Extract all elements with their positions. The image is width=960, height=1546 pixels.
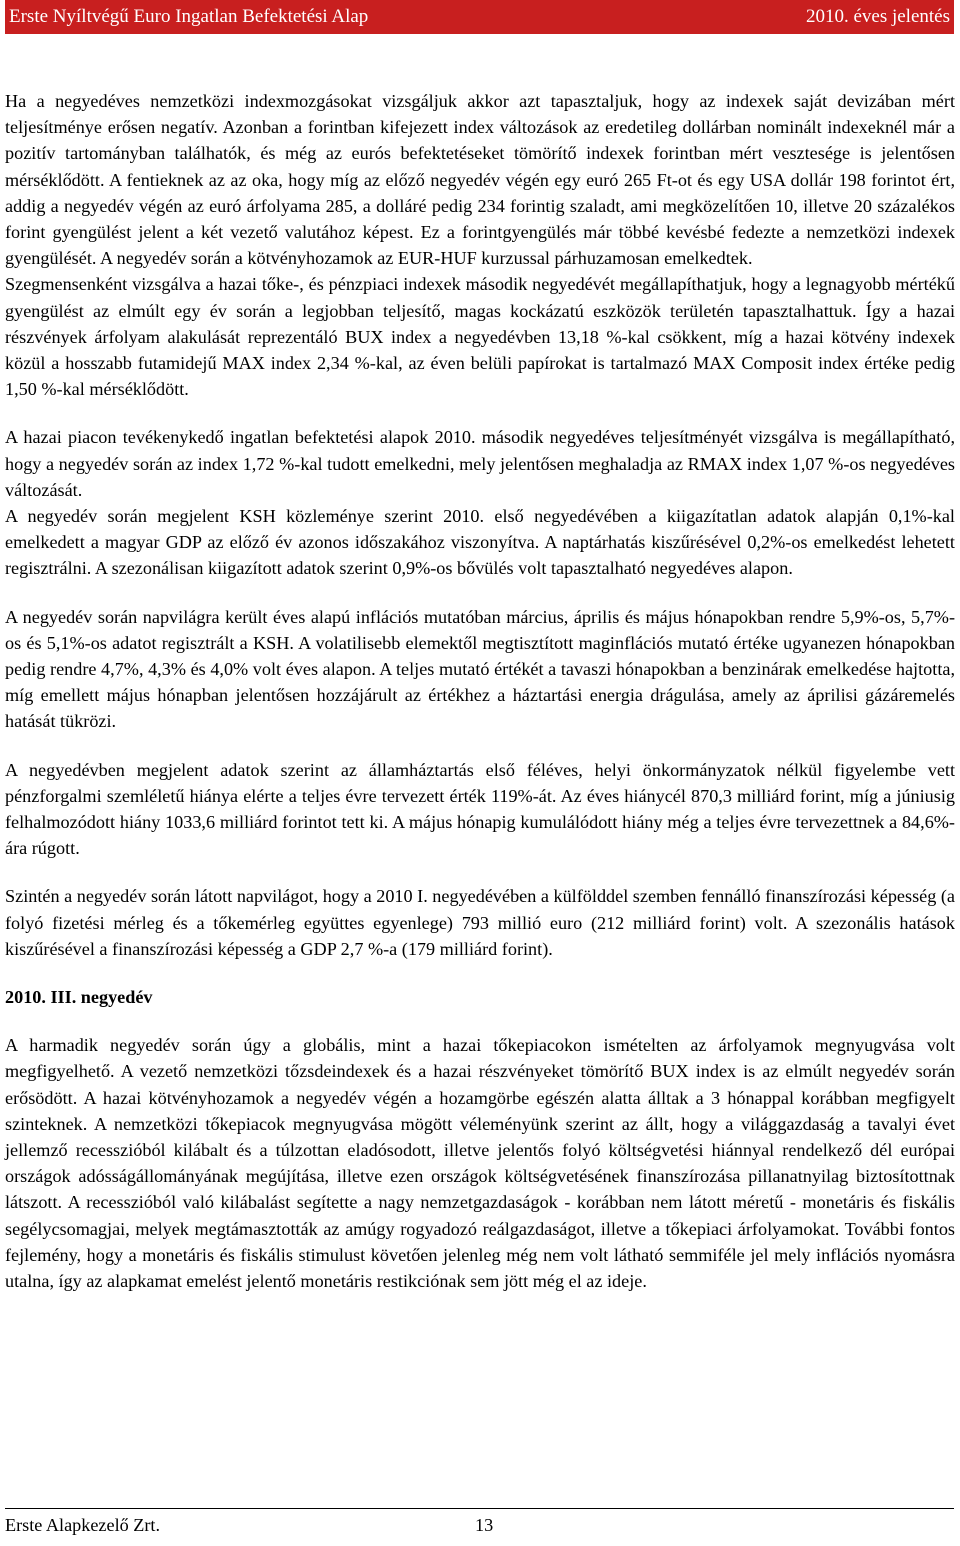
paragraph-segments: Szegmensenként vizsgálva a hazai tőke-, és pénzpiaci indexek második negyedévét megállapíthatjuk, hogy a legnagyobb mértékű gyengülést az elmúlt egy év során a legjobban teljesítő, magas kockázatú eszközök területén tapasztalhattuk. Így a hazai részvények árfolyam alakulását reprezentáló BUX index a negyedévben 13,18 %-kal csökkent, míg a hazai kötvény indexek közül a hosszabb futamidejű MAX index 2,34 %-kal, az éven belüli papírokat is tartalmazó MAX Composit index értéke pedig 1,50 %-kal mérséklődött. bbox=[5, 274, 955, 400]
paragraph-q3-overview: A harmadik negyedév során úgy a globális, mint a hazai tőkepiacokon ismételten az árfolyamok megnyugvása volt megfigyelhető. A vezető nemzetközi tőzsdeindexek és a hazai részvényeket tömörítő BUX index is az elmúlt negyedév során erősödött. A hazai kötvényhozamok a negyedév végén a hozamgörbe egészén alatta álltak a 3 hónappal korábban megfigyelt szinteknek. A nemzetközi tőkepiacok megnyugvása mögött véleményünk szerint az állt, hogy a világgazdaság a tavalyi évet jellemző recesszióból kilábalt és a túlzottan eladósodott, illetve jelentős folyó költségvetési hiánnyal rendelkező dél európai országok adósságállományának megújítása, illetve ezen országok költségvetésének finanszírozása pillanatnyilag biztosítottnak látszott. A recesszióból való kilábalást segítette a nagy nemzetgazdaságok - korábban nem látott méretű - monetáris és fiskális segélycsomagjai, melyek megtámasztották az amúgy rogyadozó reálgazdaságot, illetve a tőkepiaci árfolyamokat. További fontos fejlemény, hogy a monetáris és fiskális stimulust követően jelenleg még nem volt látható semmiféle jel mely inflációs nyomásra utalna, így az alapkamat emelést jelentő monetáris restikciónak sem jött még el az ideje. bbox=[5, 1035, 955, 1291]
report-title: 2010. éves jelentés bbox=[805, 6, 950, 27]
section-heading: 2010. III. negyedév bbox=[5, 987, 153, 1008]
footer-company: Erste Alapkezelő Zrt. bbox=[5, 1515, 161, 1535]
page-header bbox=[5, 0, 954, 34]
paragraph-financing-capacity: Szintén a negyedév során látott napvilágot, hogy a 2010 I. negyedévében a külfölddel szemben fennálló finanszírozási képesség (a folyó fizetési mérleg és a tőkemérleg együttes egyenlege) 793 millió euro (212 milliárd forint) volt. A szezonális hatások kiszűrésével a finanszírozási képesség a GDP 2,7 %-a (179 milliárd forint). bbox=[5, 886, 955, 959]
paragraph-budget-deficit: A negyedévben megjelent adatok szerint az államháztartás első féléves, helyi önkormányzatok nélkül figyelembe vett pénzforgalmi szemléletű hiánya elérte a teljes évre tervezett érték 119%-át. Az éves hiánycél 870,3 milliárd forint, míg a júniusig felhalmozódott hiány 1033,6 milliárd forintot tett ki. A május hónapig kumulálódott hiány még a teljes évre tervezettnek a 84,6%-ára rúgott. bbox=[5, 759, 955, 859]
page-footer bbox=[5, 1508, 954, 1535]
paragraph-inflation: A negyedév során napvilágra került éves alapú inflációs mutatóban március, április és május hónapokban rendre 5,9%-os, 5,7%-os és 5,1%-os adatot regisztrált a KSH. A volatilisebb elemektől megtisztított maginflációs mutató értéke ugyanezen hónapokban pedig rendre 4,7%, 4,3% és 4,0% volt éves alapon. A teljes mutató értékét a tavaszi hónapokban a benzinárak emelkedése hajtotta, míg emellett május hónapban jelentősen hozzájárult az értékhez a háztartási energia drágulása, amely az áprilisi gázáremelés hatását tükrözi. bbox=[5, 606, 955, 732]
fund-name: Erste Nyíltvégű Euro Ingatlan Befektetési Alap bbox=[9, 6, 369, 27]
page-number: 13 bbox=[475, 1515, 494, 1535]
paragraph-indexes: Ha a negyedéves nemzetközi indexmozgásokat vizsgáljuk akkor azt tapasztaljuk, hogy az indexek saját devizában mért teljesítménye erősen negatív. Azonban a forintban kifejezett index változások az eredetileg dollárban nominált indexeknél már a pozitív tartományban találhatók, és még az eurós befektetéseket tömörítő indexek forintban mért vesztesége is jelentősen mérséklődött. A fentieknek az az oka, hogy míg az előző negyedév végén egy euró 265 Ft-ot és egy USA dollár 198 forintot ért, addig a negyedév végén az euró árfolyama 285, a dolláré pedig 234 forintig szaladt, ami megközelítően 10, illetve 20 százalékos forint gyengülést jelent a két vezető valutához képest. Ez a forintgyengülés már többé kevésbé fedezte a nemzetközi indexek gyengülését. A negyedév során a kötvényhozamok az EUR-HUF kurzussal párhuzamosan emelkedtek. bbox=[5, 91, 955, 269]
document-body bbox=[5, 88, 955, 1294]
paragraph-real-estate-funds: A hazai piacon tevékenykedő ingatlan befektetési alapok 2010. második negyedéves teljesítményét vizsgálva is megállapítható, hogy a negyedév során az index 1,72 %-kal tudott emelkedni, mely jelentősen meghaladja az RMAX index 1,07 %-os negyedéves változását. bbox=[5, 427, 955, 500]
paragraph-gdp: A negyedév során megjelent KSH közleménye szerint 2010. első negyedévében a kiigazítatlan adatok alapján 0,1%-kal emelkedett a magyar GDP az előző év azonos időszakához viszonyítva. A naptárhatás kiszűrésével 0,2%-os emelkedést lehetett regisztrálni. A szezonálisan kiigazított adatok szerint 0,9%-os bővülés volt tapasztalható negyedéves alapon. bbox=[5, 506, 955, 579]
